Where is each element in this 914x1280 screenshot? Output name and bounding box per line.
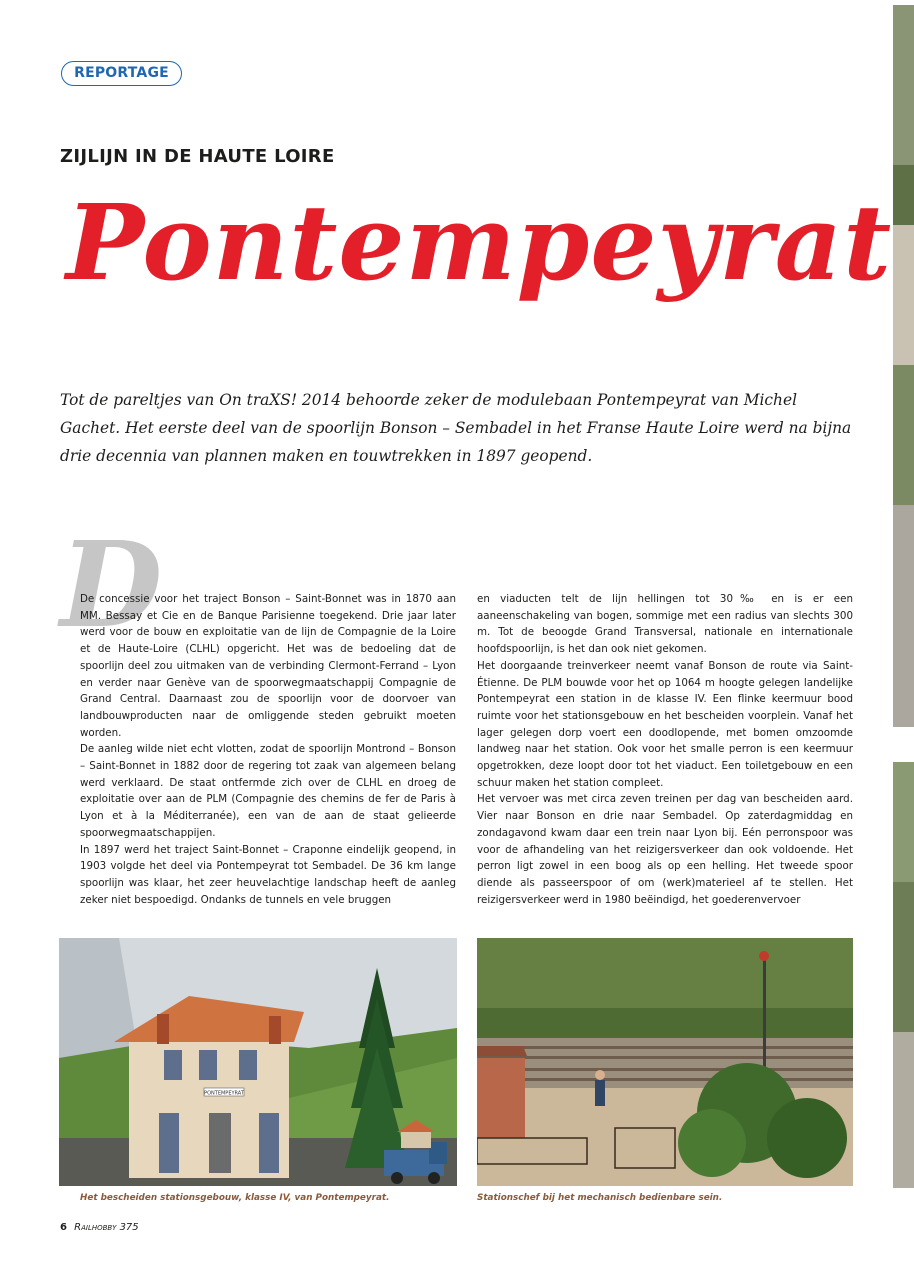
body-paragraph: Het doorgaande treinverkeer neemt vanaf Bonson de route via Saint-Étienne. De PLM bouwde voor het op 1064 m hoogte gelegen landelijke Pontempeyrat een station in de klasse IV. Een flinke keermuur bood ruimte voor het stationsgebouw en het bescheiden voorplein. Vanaf het lager gelegen dorp voert een doodlopende, met bomen omzoomde landweg naar het station. Ook voor het smalle perron is een keermuur opgetrokken, deze loopt door tot het viaduct. Een toiletgebouw en een schuur maken het station compleet.: [477, 659, 853, 789]
magazine-issue: Railhobby 375: [74, 1222, 139, 1233]
adjacent-photo-top-illustration: [893, 5, 914, 727]
article-title: Pontempeyrat: [66, 181, 893, 304]
body-paragraph: De concessie voor het traject Bonson – Saint-Bonnet was in 1870 aan MM. Bessay et Cie en de Banque Parisienne toegekend. Drie jaar later werd voor de bouw en exploitatie van de lijn de Compagnie de la Loire et de Haute-Loire (CLHL) opgericht. Het was de bedoeling dat de spoorlijn deel zou uitmaken van de verbinding Clermont-Ferrand – Lyon en verder naar Genève van de spoorwegmaatschappij Compagnie de Grand Central. Daarnaast zou de spoorlijn voor de doorvoer van landbouwproducten naar de omliggende steden gebruikt moeten worden.: [80, 593, 456, 739]
page-footer: [60, 1222, 139, 1233]
adjacent-photo-bottom-illustration: [893, 762, 914, 1188]
body-column-right: [477, 591, 853, 908]
station-chief-illustration: [477, 938, 853, 1186]
page-number: 6: [60, 1222, 67, 1233]
photo-caption-left: Het bescheiden stationsgebouw, klasse IV, van Pontempeyrat.: [80, 1193, 390, 1203]
station-chief-photo: [477, 938, 853, 1186]
station-building-photo: [59, 938, 457, 1186]
station-building-illustration: [59, 938, 457, 1186]
section-tag: REPORTAGE: [61, 61, 182, 86]
body-paragraph: Het vervoer was met circa zeven treinen per dag van bescheiden aard. Vier naar Bonson en drie naar Sembadel. Op zaterdagmiddag en zondagavond kwam daar een trein naar Lyon bij. Eén perronspoor was voor de afhandeling van het reizigersverkeer dan ook voldoende. Het perron ligt zowel in een boog als op een helling. Het tweede spoor diende als passeerspoor of om (werk)materieel af te stellen. Het reizigersverkeer werd in 1980 beëindigd, het goederenvervoer: [477, 793, 853, 906]
article-intro: Tot de pareltjes van On traXS! 2014 behoorde zeker de modulebaan Pontempeyrat van Michel Gachet. Het eerste deel van de spoorlijn Bonson – Sembadel in het Franse Haute Loire werd na bijna drie decennia van plannen maken en touwtrekken in 1897 geopend.: [60, 391, 852, 465]
body-paragraph: In 1897 werd het traject Saint-Bonnet – Craponne eindelijk geopend, in 1903 volgde het deel via Pontempeyrat tot Sembadel. De 36 km lange spoorlijn was klaar, het zeer heuvelachtige landschap heeft de aanleg zeker niet bespoedigd. Ondanks de tunnels en vele bruggen: [80, 843, 456, 906]
article-kicker: ZIJLIJN IN DE HAUTE LOIRE: [60, 146, 335, 167]
body-paragraph: en viaducten telt de lijn hellingen tot 30‰ en is er een aaneenschakeling van bogen, sommige met een radius van slechts 300 m. Tot de beoogde Grand Transversal, nationale en internationale hoofdspoorlijn, is het dan ook niet gekomen.: [477, 593, 853, 656]
drop-cap: D: [60, 515, 163, 654]
station-sign-text: PONTEMPEYRAT: [204, 1090, 244, 1097]
body-paragraph: De aanleg wilde niet echt vlotten, zodat de spoorlijn Montrond – Bonson – Saint-Bonnet in 1882 door de regering tot zaak van algemeen belang werd verklaard. De staat ontfermde zich over de CLHL en droeg de exploitatie over aan de PLM (Compagnie des chemins de fer de Paris à Lyon et à la Méditerranée), een van de aan de staat gelieerde spoorwegmaatschappijen.: [80, 743, 456, 839]
body-column-left: [80, 591, 456, 908]
adjacent-page-photo-bottom: [893, 762, 914, 1188]
photo-caption-right: Stationschef bij het mechanisch bedienbare sein.: [477, 1193, 723, 1203]
adjacent-page-photo-top: [893, 5, 914, 727]
